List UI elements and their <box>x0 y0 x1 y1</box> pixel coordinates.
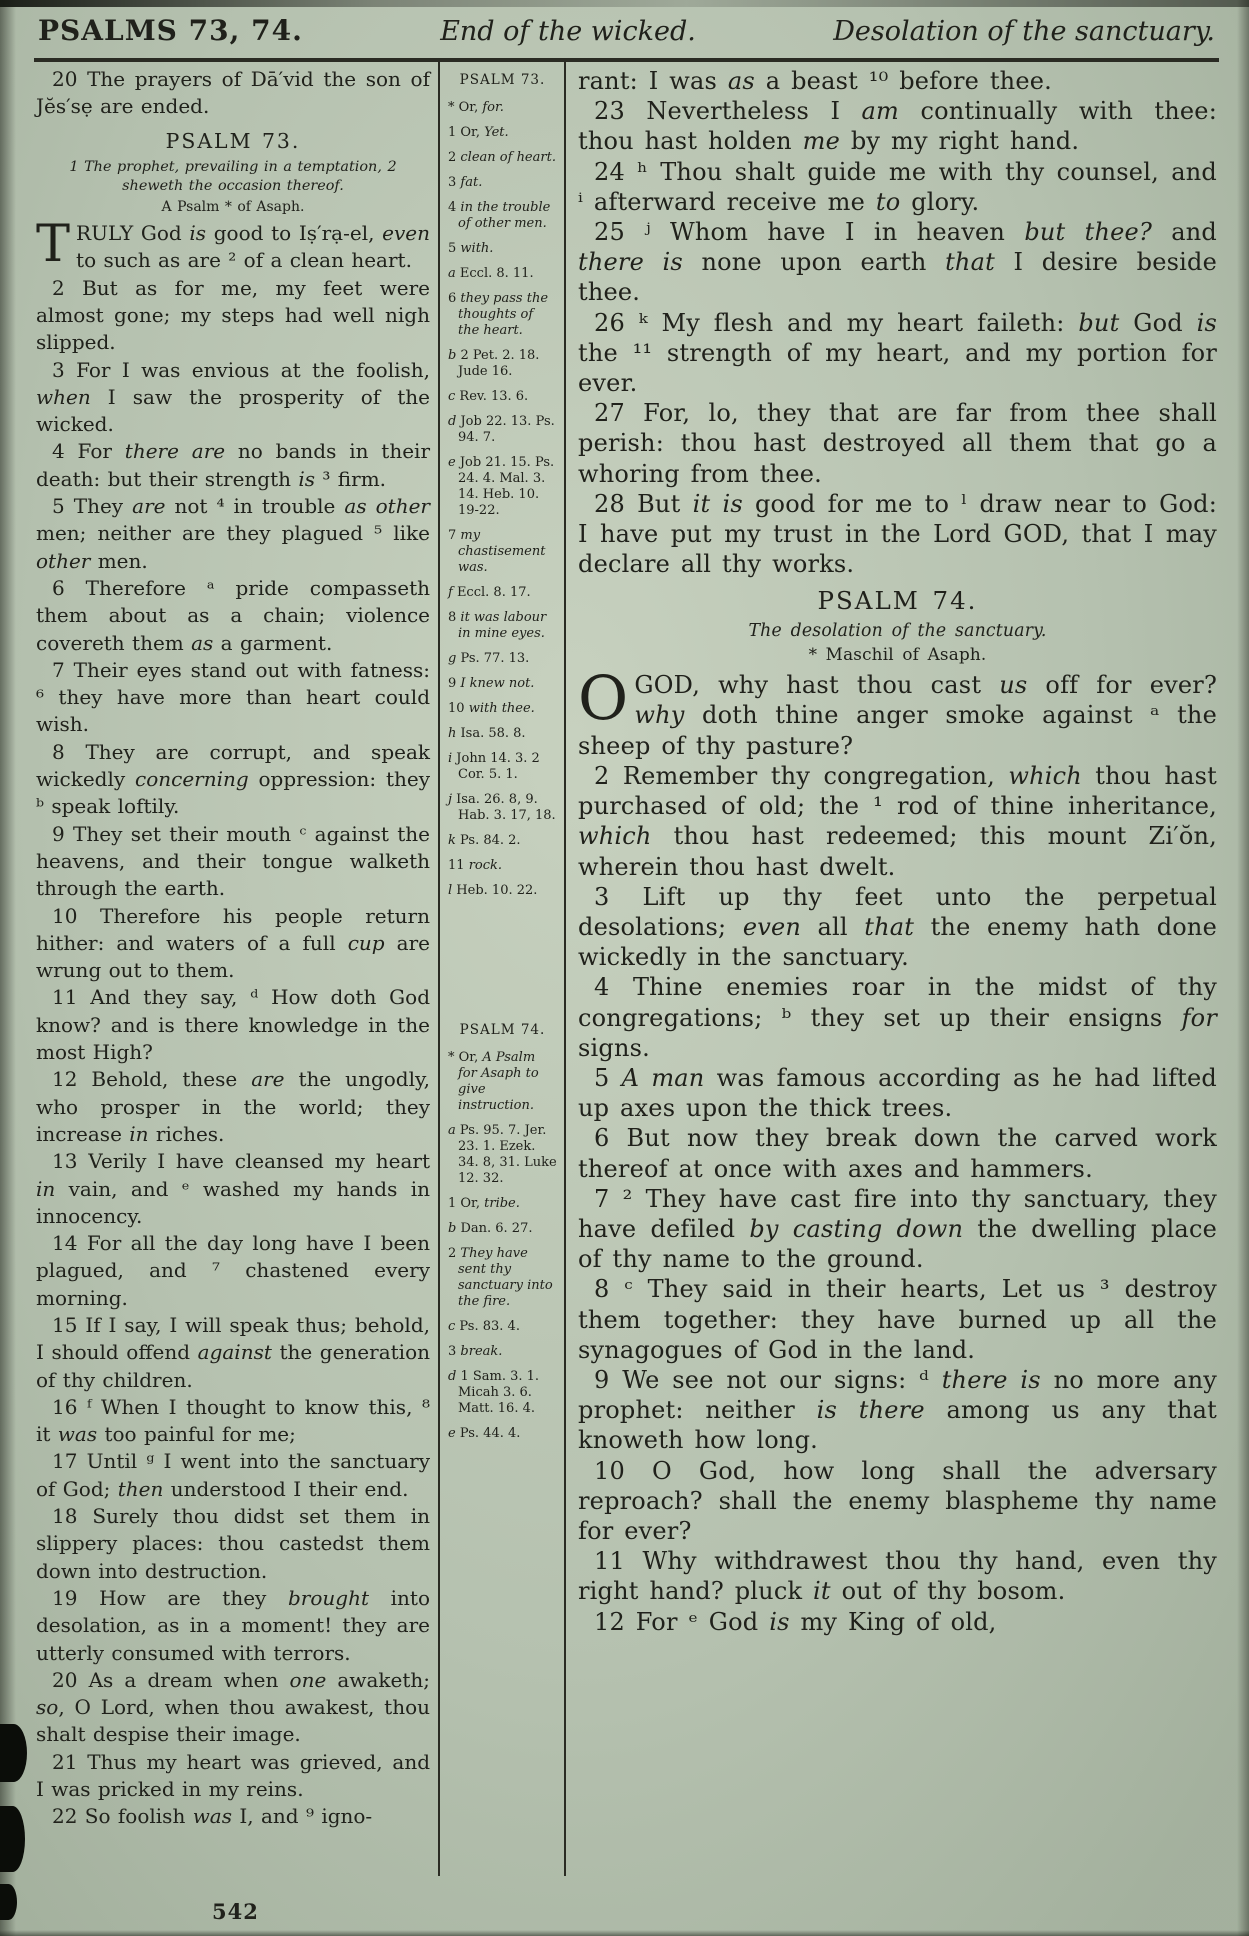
margin-note: c Rev. 13. 6. <box>448 389 529 404</box>
verse: 24 ʰ Thou shalt guide me with thy counsel, and ⁱ afterward receive me to glory. <box>578 157 1217 216</box>
psalm-subtitle: * Maschil of Asaph. <box>808 644 987 665</box>
verse: 18 Surely thou didst set them in slippery places: thou castedst them down into destruction. <box>36 1504 430 1583</box>
margin-note: 2 They have sent thy sanctuary into the fire. <box>448 1246 553 1309</box>
verse: 2 But as for me, my feet were almost gone; my steps had well nigh slipped. <box>36 275 430 355</box>
page-header <box>34 12 1219 62</box>
drop-cap-initial: O <box>578 663 629 735</box>
verse: 10 O God, how long shall the adversary reproach? shall the enemy blaspheme thy name for ever? <box>578 1456 1217 1545</box>
verse: TRULY God is good to Iṣ′rạ-el, even to such as are ² of a clean heart. <box>36 215 431 275</box>
verse: 10 Therefore his people return hither: and waters of a full cup are wrung out to them. <box>36 903 430 983</box>
right-column <box>566 62 1219 1876</box>
margin-note: a Ps. 95. 7. Jer. 23. 1. Ezek. 34. 8, 31. Luke 12. 32. <box>448 1123 557 1186</box>
verse: 23 Nevertheless I am continually with thee: thou hast holden me by my right hand. <box>578 97 1217 156</box>
verse: 5 A man was famous according as he had lifted up axes upon the thick trees. <box>578 1063 1217 1123</box>
margin-note: c Ps. 83. 4. <box>448 1319 520 1334</box>
verse: 2 Remember thy congregation, which thou hast purchased of old; the ¹ rod of thine inheritance, which thou hast redeemed; this mount Zi′ŏn, wherein thou hast dwelt. <box>578 761 1217 881</box>
verse: 12 For ᵉ God is my King of old, <box>594 1607 997 1636</box>
binding-mark <box>0 1884 17 1920</box>
binding-mark <box>0 1724 27 1782</box>
verse: 7 ² They have cast fire into thy sanctuary, they have defiled by casting down the dwelling place of thy name to the ground. <box>578 1184 1217 1274</box>
margin-note: 9 I knew not. <box>448 676 535 691</box>
verse: 15 If I say, I will speak thus; behold, I should offend against the generation of thy children. <box>36 1312 430 1392</box>
verse: 19 How are they brought into desolation, as in a moment! they are utterly consumed with terrors. <box>36 1585 430 1665</box>
verse: 11 And they say, ᵈ How doth God know? and is there knowledge in the most High? <box>36 985 430 1065</box>
verse: 20 The prayers of Dā′vid the son of Jĕs′sẹ are ended. <box>36 67 430 119</box>
margin-note: 2 clean of heart. <box>448 150 556 165</box>
verse: 6 Therefore ᵃ pride compasseth them about as a chain; violence covereth them as a garment. <box>36 575 430 655</box>
margin-note: k Ps. 84. 2. <box>448 833 521 848</box>
verse: 12 Behold, these are the ungodly, who prosper in the world; they increase in riches. <box>36 1067 430 1146</box>
scan-edge-top <box>0 0 1249 7</box>
verse: 7 Their eyes stand out with fatness: ⁶ they have more than heart could wish. <box>36 657 430 737</box>
margin-note: 8 it was labour in mine eyes. <box>448 610 547 641</box>
verse: 8 They are corrupt, and speak wickedly concerning oppression: they ᵇ speak loftily. <box>36 739 430 819</box>
verse: 14 For all the day long have I been plagued, and ⁷ chastened every morning. <box>36 1231 430 1310</box>
margin-note: e Ps. 44. 4. <box>448 1426 521 1441</box>
margin-note: i John 14. 3. 2 Cor. 5. 1. <box>448 751 540 782</box>
verse: 21 Thus my heart was grieved, and I was pricked in my reins. <box>36 1749 430 1802</box>
verse: 4 For there are no bands in their death: but their strength is ³ firm. <box>36 439 431 491</box>
running-head-left-summary: End of the wicked. <box>440 16 696 47</box>
verse: 8 ᶜ They said in their hearts, Let us ³ destroy them together: they have burned up all the synagogues of God in the land. <box>578 1275 1217 1364</box>
binding-mark <box>0 1806 25 1872</box>
verse: 22 So foolish was I, and ⁹ igno- <box>52 1804 373 1829</box>
margin-note: 4 in the trouble of other men. <box>448 200 551 231</box>
ref-gap <box>448 908 557 1020</box>
psalm-heading: PSALM 73. <box>165 128 301 153</box>
verse: 16 ᶠ When I thought to know this, ⁸ it was too painful for me; <box>36 1394 430 1447</box>
margin-note: b Dan. 6. 27. <box>448 1221 533 1236</box>
margin-note: a Eccl. 8. 11. <box>448 266 534 281</box>
margin-note: h Isa. 58. 8. <box>448 726 526 741</box>
verse: 5 They are not ⁴ in trouble as other men; neither are they plagued ⁵ like other men. <box>36 494 430 573</box>
verse: 3 Lift up thy feet unto the perpetual desolations; even all that the enemy hath done wickedly in the sanctuary. <box>578 882 1217 972</box>
scan-edge-right-shadow <box>1237 0 1249 1936</box>
margin-note: * Or, for. <box>448 100 504 115</box>
margin-note: 3 fat. <box>448 175 483 190</box>
psalm-heading: PSALM 74. <box>817 586 978 616</box>
verse: 17 Until ᵍ I went into the sanctuary of God; then understood I their end. <box>36 1449 430 1501</box>
margin-note: 5 with. <box>448 241 494 256</box>
verse: 27 For, lo, they that are far from thee shall perish: thou hast destroyed all them that go a whoring from thee. <box>578 399 1217 488</box>
margin-note: b 2 Pet. 2. 18. Jude 16. <box>448 348 540 379</box>
verse: 6 But now they break down the carved work thereof at once with axes and hammers. <box>578 1124 1217 1183</box>
verse: 11 Why withdrawest thou thy hand, even thy right hand? pluck it out of thy bosom. <box>578 1547 1217 1606</box>
margin-note: 3 break. <box>448 1344 503 1359</box>
margin-note: 6 they pass the thoughts of the heart. <box>448 291 549 338</box>
verse: 25 ʲ Whom have I in heaven but thee? and there is none upon earth that I desire beside thee. <box>578 218 1218 307</box>
margin-note: 1 Or, Yet. <box>448 125 509 140</box>
margin-note: j Isa. 26. 8, 9. Hab. 3. 17, 18. <box>448 792 556 823</box>
psalm-argument: The desolation of the sanctuary. <box>748 620 1047 641</box>
margin-note: d Job 22. 13. Ps. 94. 7. <box>448 414 555 445</box>
psalm-subtitle: A Psalm * of Asaph. <box>161 198 305 215</box>
verse: 28 But it is good for me to ˡ draw near to God: I have put my trust in the Lord GOD, that I may declare all thy works. <box>578 489 1217 579</box>
verse: 9 They set their mouth ᶜ against the heavens, and their tongue walketh through the earth. <box>36 821 430 901</box>
ref-column <box>438 62 566 1876</box>
drop-cap-initial: T <box>36 215 71 275</box>
scan-edge-bottom-shadow <box>0 1930 1249 1936</box>
verse: 20 As a dream when one awaketh; so, O Lord, when thou awakest, thou shalt despise their image. <box>36 1667 431 1747</box>
verse: 13 Verily I have cleansed my heart in vain, and ᵉ washed my hands in innocency. <box>36 1149 430 1228</box>
margin-note: f Eccl. 8. 17. <box>448 585 531 600</box>
margin-note: 10 with thee. <box>448 701 535 716</box>
psalm-argument: 1 The prophet, prevailing in a temptation, 2 sheweth the occasion thereof. <box>69 158 397 194</box>
ref-psalm-heading: PSALM 73. <box>459 72 546 88</box>
verse: OGOD, why hast thou cast us off for ever? why doth thine anger smoke against ᵃ the sheep of thy pasture? <box>578 663 1218 760</box>
running-head-title: PSALMS 73, 74. <box>38 14 303 47</box>
left-column <box>34 62 438 1876</box>
margin-note: l Heb. 10. 22. <box>448 883 538 898</box>
margin-note: d 1 Sam. 3. 1. Micah 3. 6. Matt. 16. 4. <box>448 1369 540 1416</box>
margin-note: * Or, A Psalm for Asaph to give instruction. <box>448 1050 539 1113</box>
verse: 9 We see not our signs: ᵈ there is no more any prophet: neither is there among us any that knoweth how long. <box>578 1365 1218 1455</box>
verse: 4 Thine enemies roar in the midst of thy congregations; ᵇ they set up their ensigns for signs. <box>578 973 1217 1062</box>
page-number: 542 <box>212 1899 259 1924</box>
margin-note: 1 Or, tribe. <box>448 1196 520 1211</box>
verse: 26 ᵏ My flesh and my heart faileth: but God is the ¹¹ strength of my heart, and my portion for ever. <box>578 308 1217 398</box>
ref-psalm-heading: PSALM 74. <box>459 1022 546 1038</box>
page-footer <box>212 1899 259 1924</box>
margin-note: 7 my chastisement was. <box>448 528 546 575</box>
margin-note: e Job 21. 15. Ps. 24. 4. Mal. 3. 14. Heb. 10. 19-22. <box>448 455 555 518</box>
verse: 3 For I was envious at the foolish, when I saw the prosperity of the wicked. <box>36 357 430 437</box>
margin-note: g Ps. 77. 13. <box>448 651 530 666</box>
margin-note: 11 rock. <box>448 858 503 873</box>
scan-edge-left-shadow <box>0 0 16 1936</box>
running-head-right-summary: Desolation of the sanctuary. <box>833 16 1215 47</box>
verse-continuation: rant: I was as a beast ¹⁰ before thee. <box>578 67 1052 95</box>
text-columns <box>34 62 1219 1876</box>
